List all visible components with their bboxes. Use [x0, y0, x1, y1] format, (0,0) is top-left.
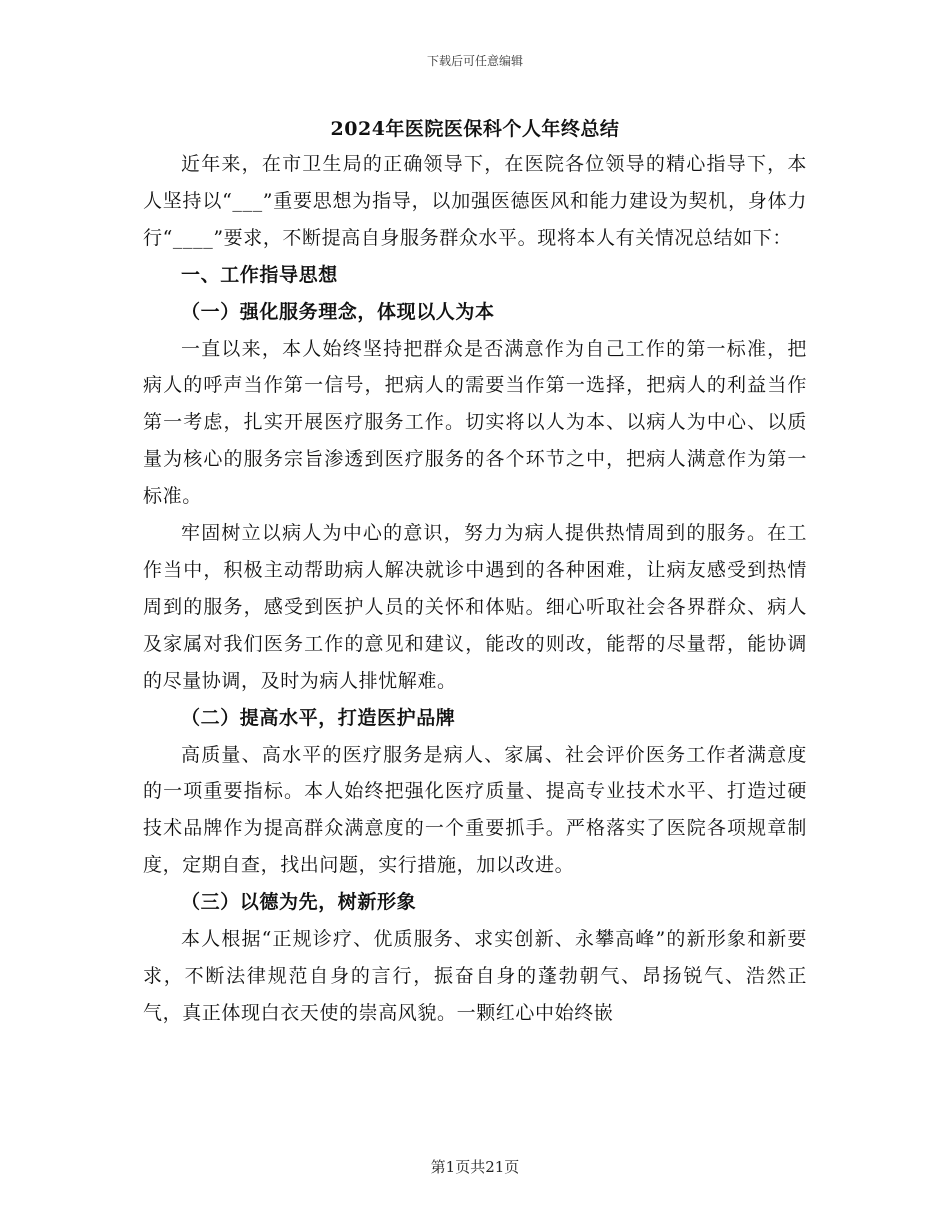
page-header: 下载后可任意编辑 — [426, 54, 523, 68]
section-heading-1: 一、工作指导思想 — [181, 263, 338, 286]
paragraph-3: 高质量、高水平的医疗服务是病人、家属、社会评价医务工作者满意度的一项重要指标。本人始终把强化医疗质量、提高专业技术水平、打造过硬技术品牌作为提高群众满意度的一个重要抓手。严格落实了医院各项规章制度，定期自查，找出问题，实行措施，加以改进。 — [143, 743, 807, 877]
subsection-heading-3: （三）以德为先，树新形象 — [181, 891, 417, 914]
document-title: 2024年医院医保科个人年终总结 — [330, 118, 620, 140]
page-footer: 第1页共21页 — [430, 1158, 520, 1176]
paragraph-4: 本人根据“正规诊疗、优质服务、求实创新、永攀高峰”的新形象和新要求，不断法律规范自身的言行，振奋自身的蓬勃朝气、昂扬锐气、浩然正气，真正体现白衣天使的崇高风貌。一颗红心中始终嵌 — [143, 928, 807, 1024]
subsection-heading-2: （二）提高水平，打造医护品牌 — [181, 706, 456, 729]
subsection-heading-1: （一）强化服务理念，体现以人为本 — [181, 300, 495, 323]
paragraph-2: 牢固树立以病人为中心的意识，努力为病人提供热情周到的服务。在工作当中，积极主动帮助病人解决就诊中遇到的各种困难，让病友感受到热情周到的服务，感受到医护人员的关怀和体贴。细心听取社会各界群众、病人及家属对我们医务工作的意见和建议，能改的则改，能帮的尽量帮，能协调的尽量协调，及时为病人排忧解难。 — [143, 522, 807, 692]
paragraph-1: 一直以来，本人始终坚持把群众是否满意作为自己工作的第一标准，把病人的呼声当作第一信号，把病人的需要当作第一选择，把病人的利益当作第一考虑，扎实开展医疗服务工作。切实将以人为本、以病人为中心、以质量为核心的服务宗旨渗透到医疗服务的各个环节之中，把病人满意作为第一标准。 — [143, 337, 807, 508]
intro-paragraph: 近年来，在市卫生局的正确领导下，在医院各位领导的精心指导下，本人坚持以“___”重要思想为指导，以加强医德医风和能力建设为契机，身体力行“____”要求，不断提高自身服务群众水平。现将本人有关情况总结如下： — [143, 153, 807, 249]
document-body — [143, 146, 807, 1032]
